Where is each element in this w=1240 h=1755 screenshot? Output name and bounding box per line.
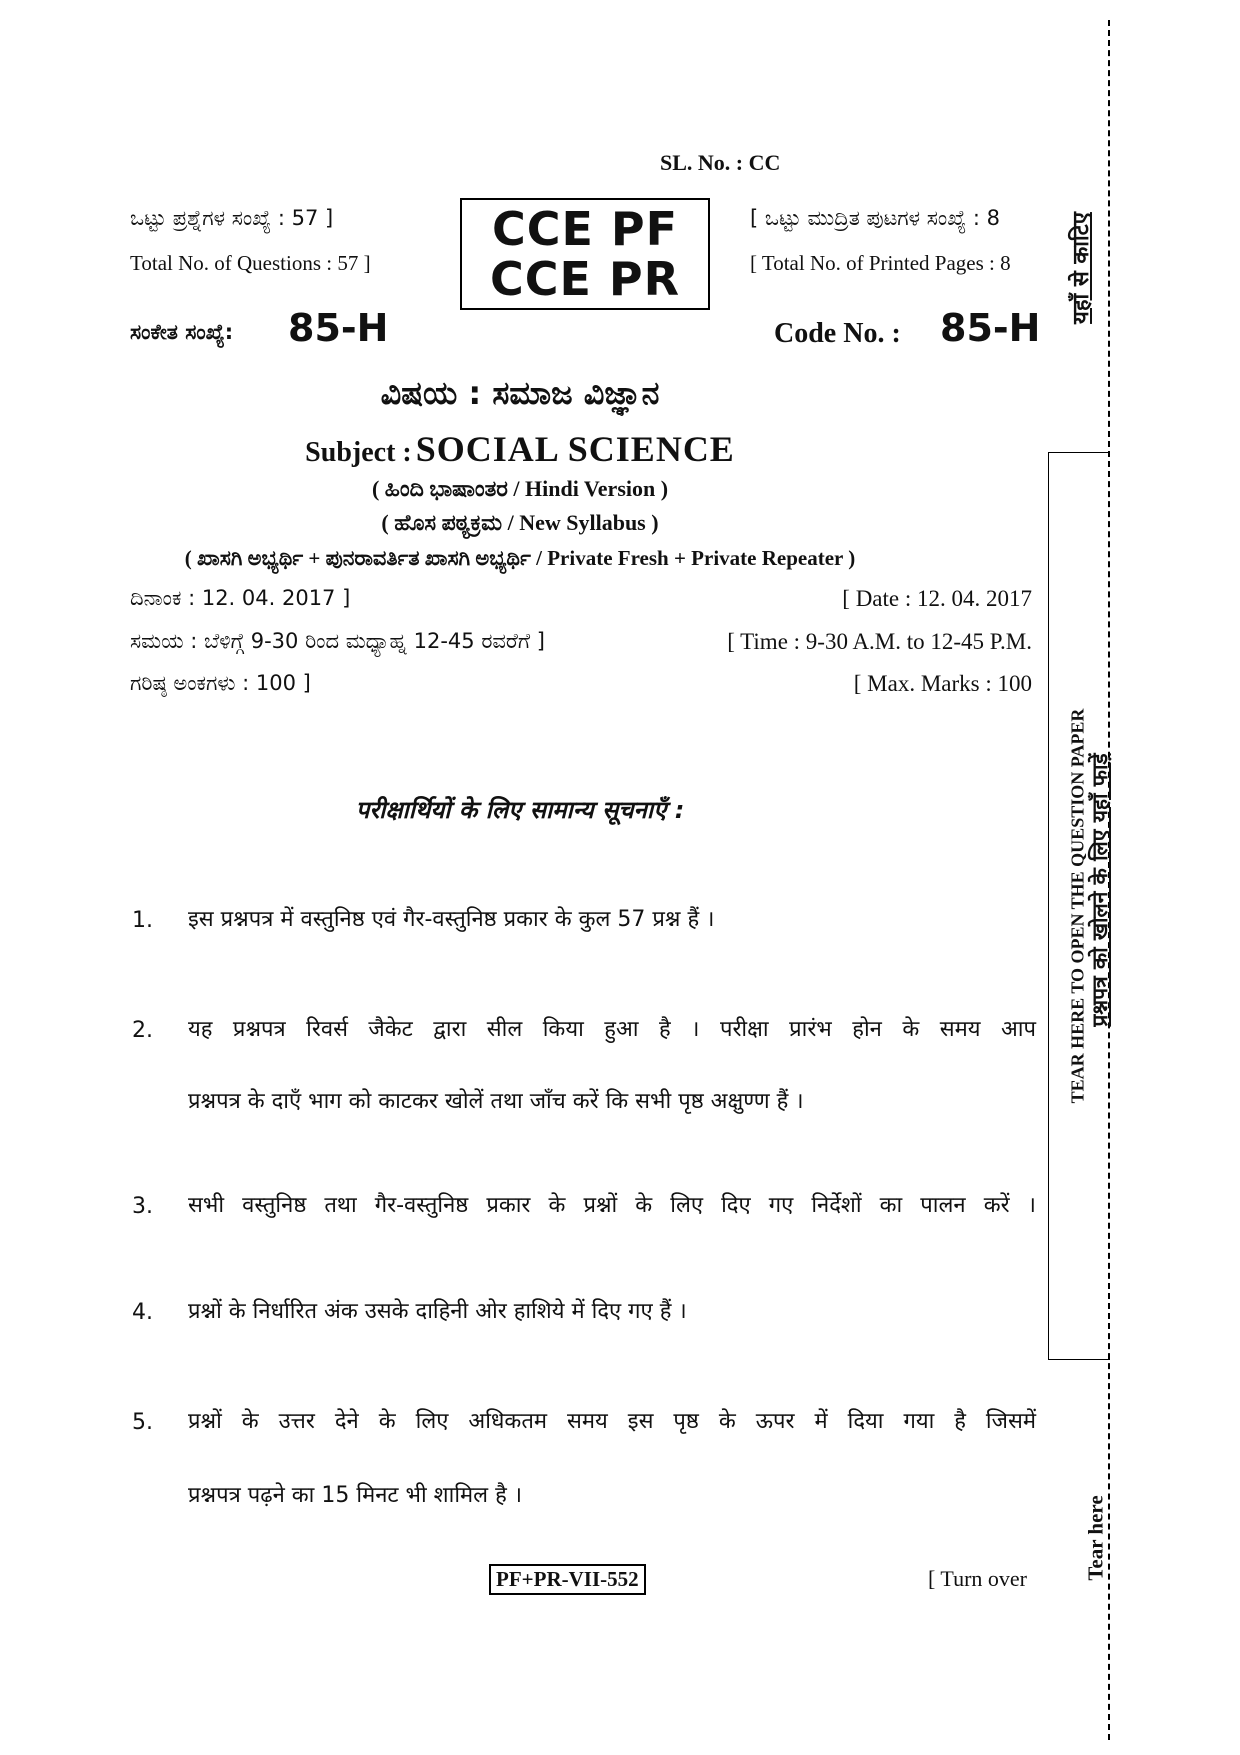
- exam-type-box: [460, 198, 710, 310]
- instruction-number: 4.: [132, 1300, 153, 1325]
- instruction-text: इस प्रश्नपत्र में वस्तुनिष्ठ एवं गैर-वस्तुनिष्ठ प्रकार के कुल 57 प्रश्न हैं ।: [188, 907, 715, 932]
- exam-type-pr: CCE PR: [489, 252, 681, 306]
- paper-code-footer: PF+PR-VII-552: [489, 1564, 646, 1595]
- english-total-questions: Total No. of Questions : 57 ]: [130, 251, 371, 275]
- tear-box-divider: [1078, 452, 1110, 453]
- tear-instruction-hindi: प्रश्नपत्र को खोलने के लिए यहाँ फाड़ें: [1088, 753, 1112, 1027]
- kannada-code-label: ಸಂಕೇತ ಸಂಖ್ಯೆ:: [130, 320, 234, 344]
- syllabus-line: ( ಹೊಸ ಪಠ್ಯಕ್ರಮ / New Syllabus ): [381, 510, 659, 535]
- kannada-code-value: 85-H: [288, 306, 389, 350]
- instruction-text: सभी वस्तुनिष्ठ तथा गैर-वस्तुनिष्ठ प्रकार के प्रश्नों के लिए दिए गए निर्देशों का पालन करें ।: [188, 1193, 1036, 1218]
- instruction-text-continued: प्रश्नपत्र के दाएँ भाग को काटकर खोलें तथा जाँच करें कि सभी पृष्ठ अक्षुण्ण हैं ।: [188, 1089, 804, 1114]
- english-code-value: 85-H: [940, 306, 1041, 350]
- exam-type-pf: CCE PF: [491, 202, 679, 256]
- kannada-total-questions: ಒಟ್ಟು ಪ್ರಶ್ನೆಗಳ ಸಂಖ್ಯೆ : 57 ]: [130, 206, 334, 230]
- instructions-heading: परीक्षार्थियों के लिए सामान्य सूचनाएँ :: [355, 796, 685, 824]
- version-line: ( ಹಿಂದಿ ಭಾಷಾಂತರ / Hindi Version ): [371, 476, 669, 501]
- instruction-text: प्रश्नों के उत्तर देने के लिए अधिकतम समय इस पृष्ठ के ऊपर में दिया गया है जिसमें: [188, 1409, 1036, 1434]
- cut-here-hindi: यहाँ से काटिए: [1069, 212, 1094, 324]
- instruction-number: 3.: [132, 1194, 153, 1219]
- tear-instruction-english: TEAR HERE TO OPEN THE QUESTION PAPER: [1067, 708, 1088, 1104]
- english-time: [ Time : 9-30 A.M. to 12-45 P.M.: [727, 629, 1032, 654]
- kannada-subject-title: ವಿಷಯ : ಸಮಾಜ ವಿಜ್ಞಾನ: [380, 374, 660, 412]
- candidate-type-line: ( ಖಾಸಗಿ ಅಭ್ಯರ್ಥಿ + ಪುನರಾವರ್ತಿತ ಖಾಸಗಿ ಅಭ್ಯರ್ಥಿ / Private Fresh + Private Repeater ): [184, 546, 856, 570]
- subject-label: Subject :: [305, 437, 412, 468]
- kannada-printed-pages: [ ಒಟ್ಟು ಮುದ್ರಿತ ಪುಟಗಳ ಸಂಖ್ಯೆ : 8: [750, 206, 1001, 230]
- subject-title: [0, 428, 1040, 470]
- kannada-max-marks: ಗರಿಷ್ಠ ಅಂಕಗಳು : 100 ]: [130, 671, 311, 695]
- kannada-time: ಸಮಯ : ಬೆಳಿಗ್ಗೆ 9-30 ರಿಂದ ಮಧ್ಯಾಹ್ನ 12-45 ರವರೆಗೆ ]: [130, 629, 545, 653]
- subject-value: SOCIAL SCIENCE: [415, 429, 735, 469]
- instruction-number: 1.: [132, 908, 153, 933]
- english-printed-pages: [ Total No. of Printed Pages : 8: [750, 251, 1011, 275]
- kannada-date: ದಿನಾಂಕ : 12. 04. 2017 ]: [130, 586, 351, 610]
- instruction-number: 5.: [132, 1410, 153, 1435]
- english-date: [ Date : 12. 04. 2017: [842, 586, 1032, 611]
- tear-here-label: Tear here: [1083, 1495, 1108, 1581]
- turn-over-note: [ Turn over: [928, 1566, 1028, 1591]
- english-code-label: Code No. :: [774, 318, 901, 349]
- serial-number: SL. No. : CC: [660, 150, 781, 175]
- instruction-text: यह प्रश्नपत्र रिवर्स जैकेट द्वारा सील किया हुआ है । परीक्षा प्रारंभ होन के समय आप: [188, 1017, 1036, 1042]
- english-max-marks: [ Max. Marks : 100: [853, 671, 1032, 696]
- instruction-text-continued: प्रश्नपत्र पढ़ने का 15 मिनट भी शामिल है ।: [188, 1483, 523, 1508]
- instruction-text: प्रश्नों के निर्धारित अंक उसके दाहिनी ओर हाशिये में दिए गए हैं ।: [188, 1299, 687, 1324]
- instruction-number: 2.: [132, 1018, 153, 1043]
